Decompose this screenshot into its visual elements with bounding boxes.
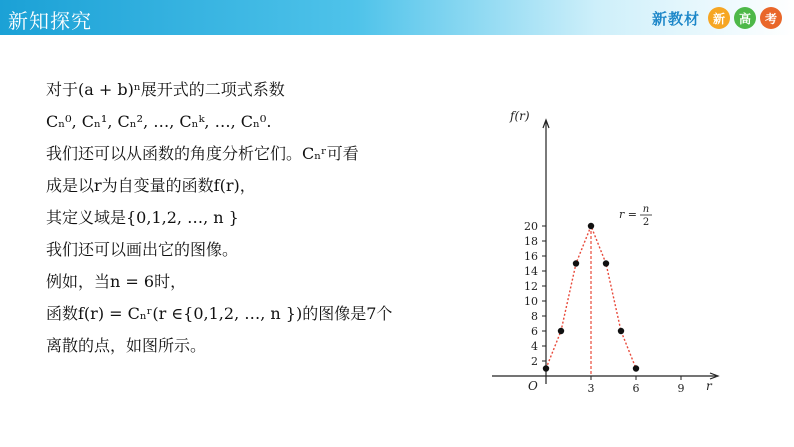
page-title: 新知探究: [8, 9, 92, 33]
brand-text: 新教材: [651, 9, 700, 28]
data-point-5: [618, 328, 624, 334]
x-tick-label-3: 3: [587, 382, 595, 395]
y-tick-label-6: 6: [531, 325, 538, 338]
x-tick-label-9: 9: [677, 382, 685, 395]
y-tick-label-18: 18: [524, 235, 538, 248]
data-point-1: [558, 328, 564, 334]
data-point-2: [573, 260, 579, 266]
text-line-5: 其定义域是{0,1,2, …, n }: [46, 208, 239, 227]
brand-badge-3: 考: [760, 7, 782, 29]
data-point-3: [588, 223, 594, 229]
annotation-num: n: [642, 204, 650, 215]
y-tick-label-12: 12: [524, 280, 538, 293]
data-point-6: [633, 365, 639, 371]
y-tick-label-10: 10: [524, 295, 538, 308]
y-tick-label-16: 16: [524, 250, 538, 263]
text-block: [46, 76, 466, 364]
y-tick-label-2: 2: [531, 355, 538, 368]
binomial-chart: [484, 108, 724, 398]
x-axis-label: r: [706, 379, 712, 393]
text-line-6: 我们还可以画出它的图像。: [46, 240, 239, 259]
y-axis-label: f(r): [510, 109, 530, 123]
annotation-lhs: r =: [619, 208, 637, 221]
brand-badge-2: 高: [734, 7, 756, 29]
header-bar: [0, 0, 794, 35]
x-tick-label-6: 6: [632, 382, 640, 395]
y-tick-label-4: 4: [531, 340, 538, 353]
data-point-0: [543, 365, 549, 371]
text-line-2: Cₙ⁰, Cₙ¹, Cₙ², …, Cₙᵏ, …, Cₙ⁰.: [46, 112, 272, 131]
brand-logo: [652, 5, 782, 31]
text-line-9: 离散的点，如图所示。: [46, 336, 207, 355]
brand-badge-1: 新: [708, 7, 730, 29]
text-line-3: 我们还可以从函数的角度分析它们。Cₙʳ可看: [46, 144, 359, 163]
data-point-4: [603, 260, 609, 266]
y-tick-label-20: 20: [524, 220, 538, 233]
text-line-1: 对于(a + b)ⁿ展开式的二项式系数: [46, 80, 285, 99]
text-line-4: 成是以r为自变量的函数f(r)，: [46, 176, 256, 195]
y-tick-label-8: 8: [531, 310, 538, 323]
text-line-8: 函数f(r) = Cₙʳ(r ∈{0,1,2, …, n })的图像是7个: [46, 304, 393, 323]
text-line-7: 例如，当n = 6时，: [46, 272, 187, 291]
y-tick-label-14: 14: [524, 265, 538, 278]
origin-label: O: [528, 379, 538, 393]
annotation-den: 2: [642, 217, 650, 228]
